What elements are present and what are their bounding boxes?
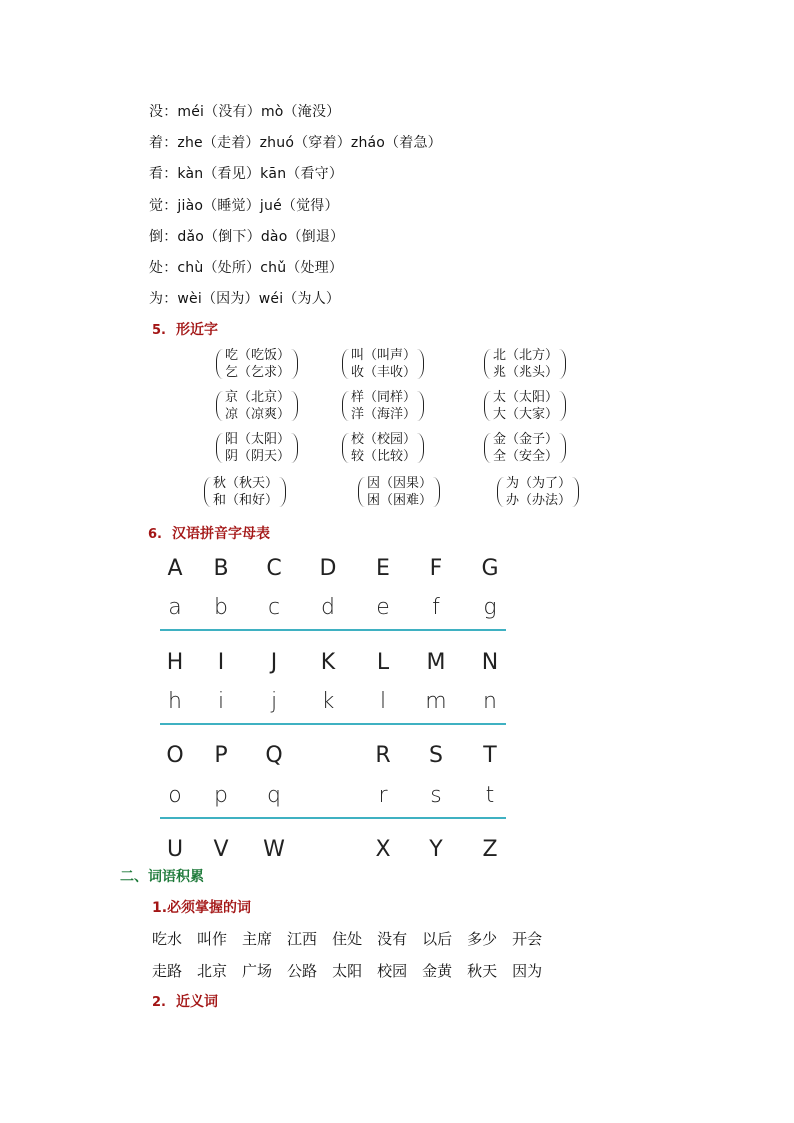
alphabet-letter: B	[213, 556, 229, 581]
similar-char-pair: 校（校园） 较（比较）	[342, 431, 424, 465]
similar-char-pair: 京（北京） 凉（凉爽）	[216, 389, 298, 423]
word-item: 公路	[287, 962, 318, 980]
section-number: 6.	[148, 527, 162, 542]
alphabet-letter: A	[167, 556, 183, 581]
alphabet-letter: I	[217, 650, 225, 675]
section-title: 必须掌握的词	[167, 900, 252, 916]
alphabet-letter: i	[217, 689, 225, 714]
alphabet-letter: V	[213, 837, 229, 862]
section-number: 5.	[152, 323, 166, 338]
alphabet-letter: k	[321, 689, 335, 714]
alphabet-letter: m	[425, 689, 447, 714]
alphabet-letter: P	[214, 743, 228, 768]
word-item: 广场	[242, 962, 273, 980]
alphabet-letter: p	[214, 783, 228, 808]
word-item: 秋天	[467, 962, 498, 980]
polyphone-line-dao: 倒：dǎo（倒下）dào（倒退）	[149, 229, 345, 245]
section-title: 形近字	[175, 322, 218, 338]
similar-char-pair: 太（太阳） 大（大家）	[484, 389, 566, 423]
alphabet-letter: C	[266, 556, 282, 581]
alphabet-letter: h	[168, 689, 182, 714]
word-item: 因为	[512, 962, 543, 980]
section-heading-pinyin-alphabet	[148, 525, 270, 544]
alphabet-letter: s	[430, 783, 442, 808]
polyphone-line-zhe: 着：zhe（走着）zhuó（穿着）zháo（着急）	[149, 135, 442, 151]
word-item: 多少	[467, 930, 498, 948]
alphabet-letter: c	[267, 595, 281, 620]
alphabet-letter: D	[319, 556, 337, 581]
polyphone-line-jue: 觉：jiào（睡觉）jué（觉得）	[149, 198, 339, 214]
word-list-row	[152, 930, 557, 948]
alphabet-divider-line	[160, 629, 506, 631]
word-item: 金黄	[422, 962, 453, 980]
alphabet-divider-line	[160, 817, 506, 819]
section-heading-required-words	[152, 899, 251, 917]
alphabet-letter: X	[375, 837, 391, 862]
alphabet-letter: O	[166, 743, 184, 768]
alphabet-letter: L	[376, 650, 390, 675]
word-item: 以后	[422, 930, 453, 948]
alphabet-divider-line	[160, 723, 506, 725]
alphabet-letter: f	[432, 595, 440, 620]
alphabet-letter: l	[379, 689, 387, 714]
alphabet-letter: E	[376, 556, 390, 581]
similar-char-pair: 阳（太阳） 阴（阴天）	[216, 431, 298, 465]
alphabet-letter: G	[481, 556, 499, 581]
section-heading-synonyms	[152, 993, 218, 1012]
alphabet-letter: H	[166, 650, 184, 675]
alphabet-letter: T	[483, 743, 497, 768]
word-item: 江西	[287, 930, 318, 948]
polyphone-line-kan: 看：kàn（看见）kān（看守）	[149, 166, 344, 182]
similar-char-pair: 北（北方） 兆（兆头）	[484, 347, 566, 381]
word-item: 北京	[197, 962, 228, 980]
word-item: 吃水	[152, 930, 183, 948]
alphabet-letter: W	[263, 837, 285, 862]
word-list-row	[152, 962, 557, 980]
section-title: 汉语拼音字母表	[171, 526, 270, 542]
section-heading-similar-chars	[152, 321, 218, 340]
similar-char-pair: 因（因果） 困（困难）	[358, 475, 440, 509]
word-item: 叫作	[197, 930, 228, 948]
word-item: 主席	[242, 930, 273, 948]
similar-char-pair: 金（金子） 全（安全）	[484, 431, 566, 465]
alphabet-letter: Z	[482, 837, 498, 862]
word-item: 走路	[152, 962, 183, 980]
section-title: 近义词	[175, 994, 218, 1010]
alphabet-letter: r	[378, 783, 388, 808]
alphabet-letter: t	[485, 783, 495, 808]
polyphone-line-mei: 没：méi（没有）mò（淹没）	[149, 104, 341, 120]
word-item: 没有	[377, 930, 408, 948]
section-number: 1.	[152, 900, 168, 916]
alphabet-letter: K	[320, 650, 336, 675]
alphabet-letter: a	[168, 595, 182, 620]
word-item: 太阳	[332, 962, 363, 980]
alphabet-letter: d	[321, 595, 335, 620]
alphabet-letter: F	[429, 556, 443, 581]
alphabet-letter: q	[267, 783, 281, 808]
word-item: 住处	[332, 930, 363, 948]
similar-char-pair: 秋（秋天） 和（和好）	[204, 475, 286, 509]
alphabet-letter: N	[481, 650, 499, 675]
alphabet-letter: o	[168, 783, 182, 808]
alphabet-letter: Y	[429, 837, 443, 862]
alphabet-letter: j	[270, 689, 278, 714]
part-heading-vocabulary: 二、词语积累	[120, 869, 204, 885]
word-item: 校园	[377, 962, 408, 980]
alphabet-letter: b	[214, 595, 228, 620]
section-number: 2.	[152, 995, 166, 1010]
alphabet-letter: e	[376, 595, 390, 620]
polyphone-line-wei: 为：wèi（因为）wéi（为人）	[149, 291, 341, 307]
alphabet-letter: R	[375, 743, 391, 768]
similar-char-pair: 为（为了） 办（办法）	[497, 475, 579, 509]
alphabet-letter: g	[483, 595, 497, 620]
word-item: 开会	[512, 930, 543, 948]
similar-char-pair: 吃（吃饭） 乞（乞求）	[216, 347, 298, 381]
alphabet-letter: S	[429, 743, 443, 768]
similar-char-pair: 叫（叫声） 收（丰收）	[342, 347, 424, 381]
similar-char-pair: 样（同样） 洋（海洋）	[342, 389, 424, 423]
alphabet-letter: M	[426, 650, 446, 675]
alphabet-letter: n	[483, 689, 497, 714]
alphabet-letter: U	[166, 837, 184, 862]
alphabet-letter: J	[270, 650, 278, 675]
alphabet-letter: Q	[265, 743, 283, 768]
polyphone-line-chu: 处：chù（处所）chǔ（处理）	[149, 260, 344, 276]
